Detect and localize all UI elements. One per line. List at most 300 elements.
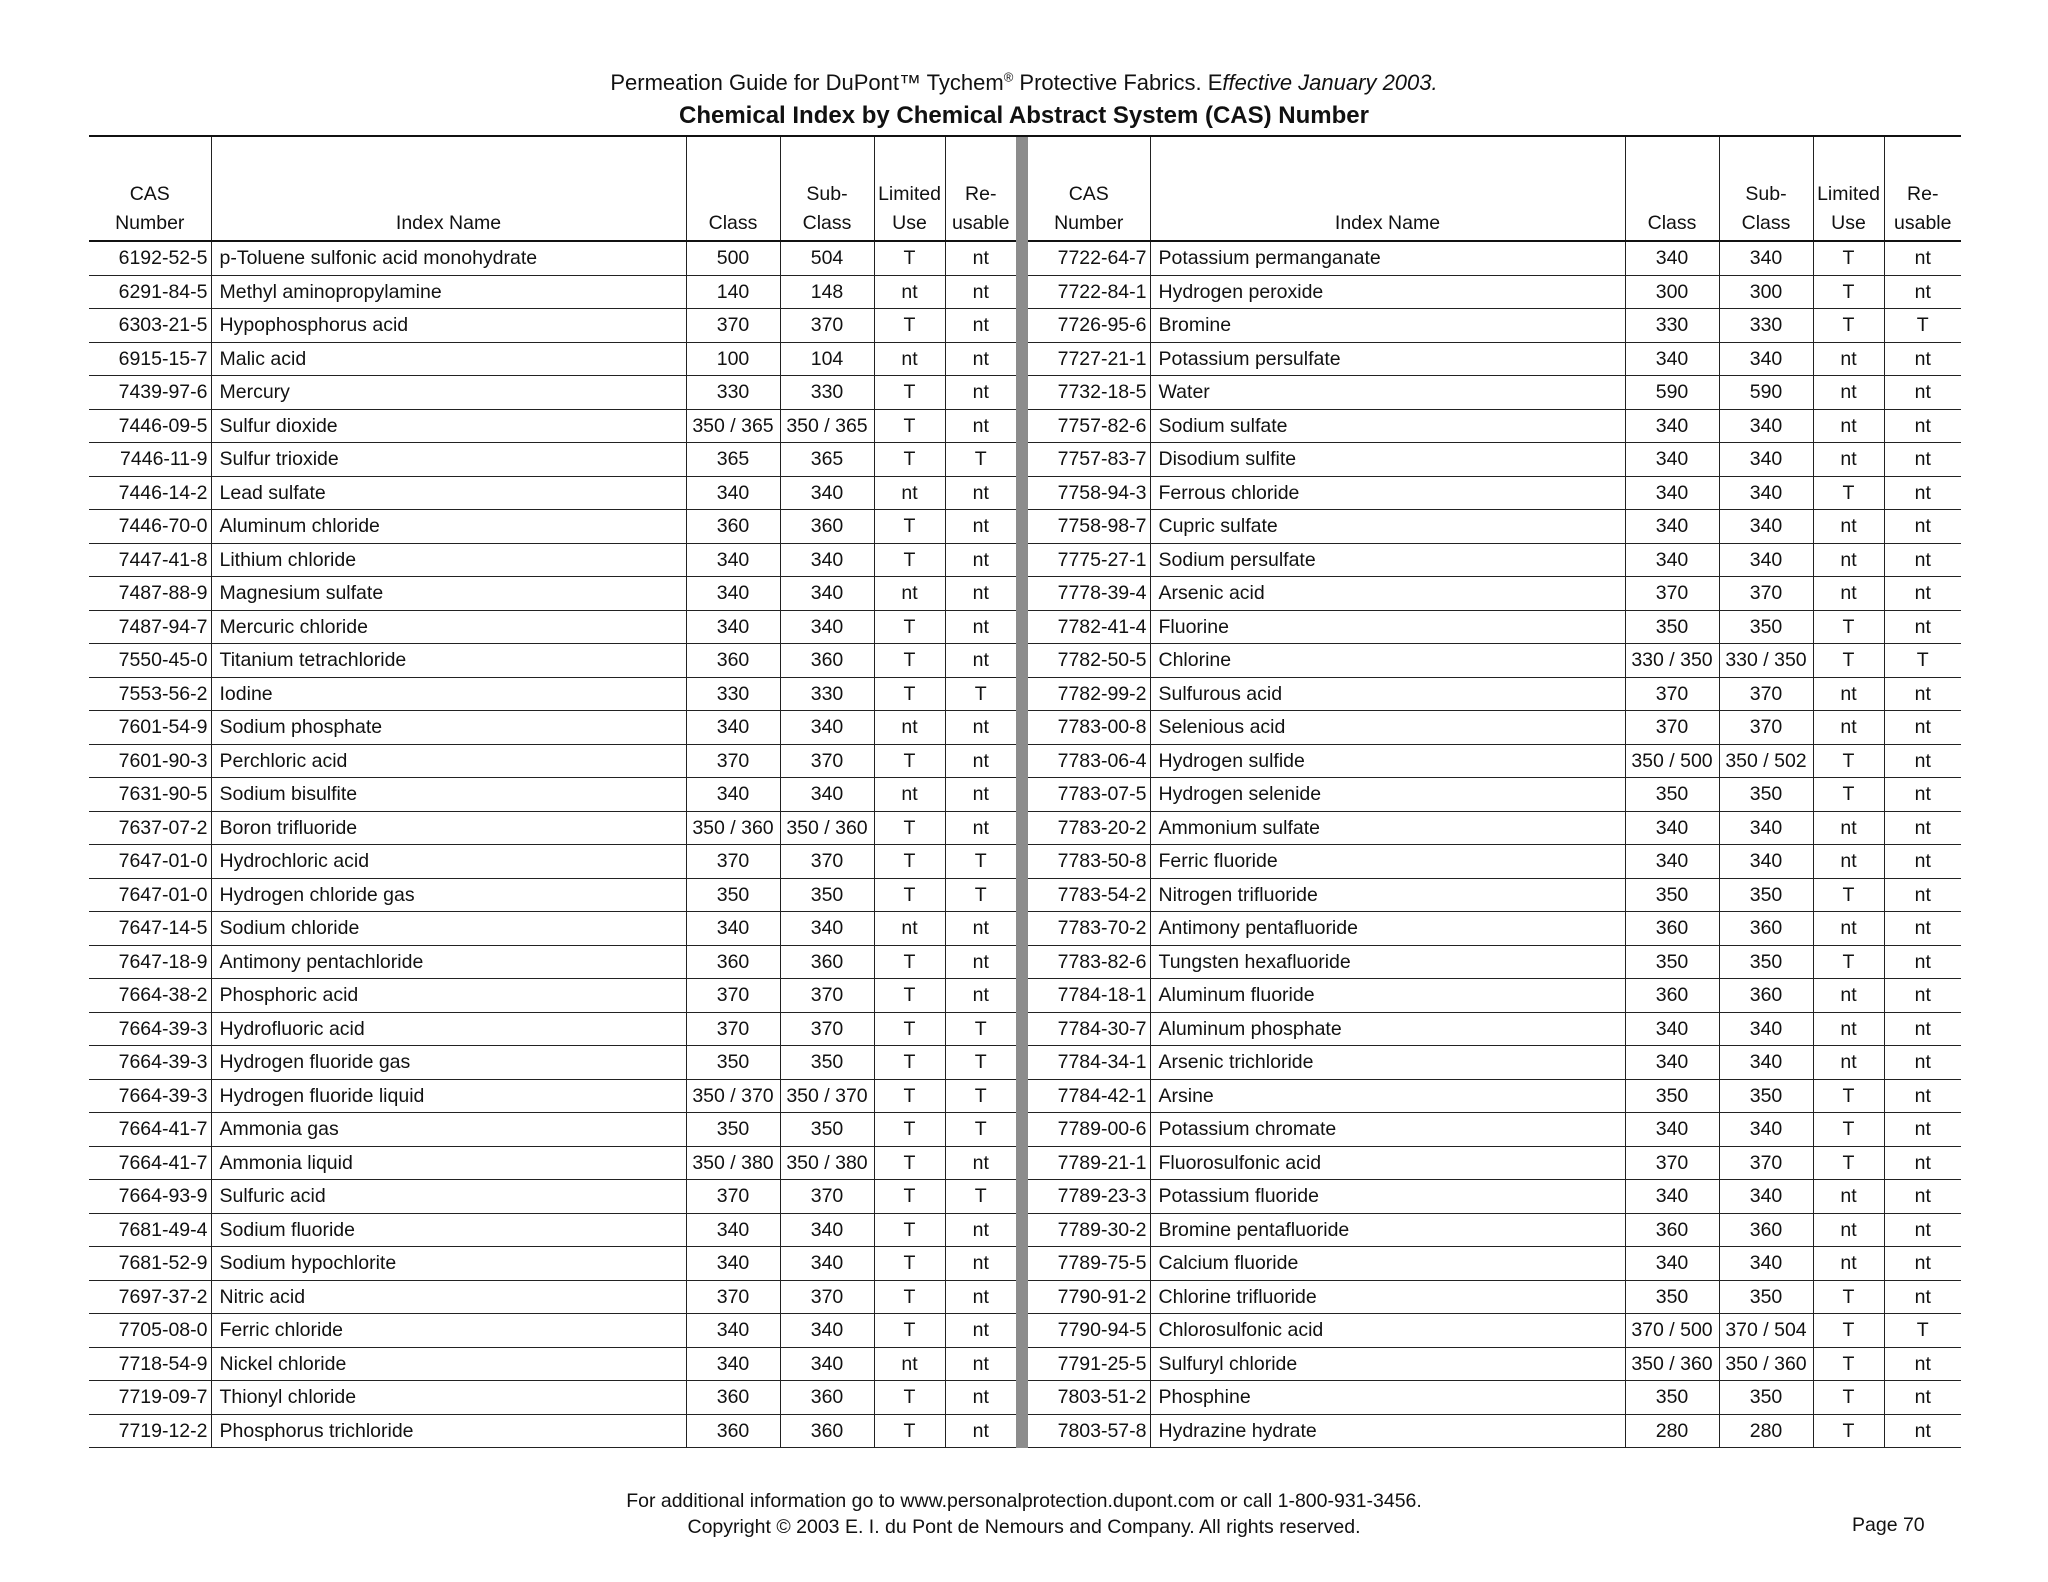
class-cell: 340 [686,610,780,644]
index-name-cell: Potassium permanganate [1150,241,1625,275]
cas-number-cell: 7790-94-5 [1028,1314,1150,1348]
class-cell: 100 [686,342,780,376]
sub-class-cell: 350 [780,878,874,912]
column-separator [1016,241,1028,275]
column-separator [1016,878,1028,912]
sub-class-cell: 340 [780,1314,874,1348]
table-row [89,778,1961,812]
class-cell: 340 [1625,510,1719,544]
reusable-cell: nt [945,309,1016,343]
table-row [89,677,1961,711]
column-separator [1016,1146,1028,1180]
class-cell: 350 / 500 [1625,744,1719,778]
cas-number-cell: 7601-54-9 [89,711,211,745]
sub-class-cell: 370 [1719,1146,1813,1180]
index-name-cell: Magnesium sulfate [211,577,686,611]
limited-use-cell: T [874,1146,945,1180]
index-name-cell: Potassium chromate [1150,1113,1625,1147]
class-cell: 350 [1625,1381,1719,1415]
table-row [89,744,1961,778]
index-name-cell: Aluminum phosphate [1150,1012,1625,1046]
sub-class-cell: 350 [1719,945,1813,979]
table-row [89,342,1961,376]
reusable-cell: nt [945,409,1016,443]
limited-use-cell: T [874,1280,945,1314]
table-row [89,1046,1961,1080]
cas-number-cell: 7664-41-7 [89,1113,211,1147]
cas-number-cell: 7783-00-8 [1028,711,1150,745]
col-cas-number-right: CAS Number [1028,137,1150,241]
footer-contact: For additional information go to www.personalprotection.dupont.com or call 1-800-931-3456. [626,1490,1422,1512]
class-cell: 350 / 360 [686,811,780,845]
reusable-cell: nt [1884,979,1961,1013]
reusable-cell: nt [1884,376,1961,410]
limited-use-cell: nt [874,912,945,946]
limited-use-cell: nt [1813,1012,1884,1046]
index-name-cell: Sodium fluoride [211,1213,686,1247]
limited-use-cell: T [874,1314,945,1348]
title-prefix: Permeation Guide for DuPont™ Tychem [610,70,1004,95]
sub-class-cell: 340 [1719,1113,1813,1147]
column-separator [1016,1012,1028,1046]
index-name-cell: Boron trifluoride [211,811,686,845]
reusable-cell: nt [1884,1012,1961,1046]
limited-use-cell: T [874,1180,945,1214]
limited-use-cell: T [1813,1347,1884,1381]
class-cell: 330 / 350 [1625,644,1719,678]
index-name-cell: Hydrogen selenide [1150,778,1625,812]
index-name-cell: Arsenic acid [1150,577,1625,611]
class-cell: 340 [1625,845,1719,879]
sub-class-cell: 370 / 504 [1719,1314,1813,1348]
chemical-index-table [89,137,1961,1448]
index-name-cell: Hydrogen chloride gas [211,878,686,912]
reusable-cell: T [945,443,1016,477]
index-name-cell: Sulfuric acid [211,1180,686,1214]
limited-use-cell: T [874,811,945,845]
index-name-cell: Antimony pentafluoride [1150,912,1625,946]
cas-number-cell: 7722-64-7 [1028,241,1150,275]
class-cell: 370 [1625,577,1719,611]
sub-class-cell: 360 [780,510,874,544]
sub-class-cell: 300 [1719,275,1813,309]
cas-number-cell: 7784-30-7 [1028,1012,1150,1046]
reusable-cell: nt [1884,1347,1961,1381]
reusable-cell: nt [1884,610,1961,644]
reusable-cell: T [945,1079,1016,1113]
index-name-cell: Ferrous chloride [1150,476,1625,510]
sub-class-cell: 365 [780,443,874,477]
limited-use-cell: nt [874,577,945,611]
limited-use-cell: T [874,543,945,577]
sub-class-cell: 350 / 360 [780,811,874,845]
cas-number-cell: 7664-39-3 [89,1046,211,1080]
sub-class-cell: 350 [780,1113,874,1147]
limited-use-cell: T [874,443,945,477]
index-name-cell: Hydrochloric acid [211,845,686,879]
sub-class-cell: 280 [1719,1414,1813,1448]
cas-number-cell: 7783-20-2 [1028,811,1150,845]
table-row [89,476,1961,510]
index-name-cell: Cupric sulfate [1150,510,1625,544]
reusable-cell: nt [945,1314,1016,1348]
index-name-cell: Bromine [1150,309,1625,343]
table-row [89,376,1961,410]
sub-class-cell: 370 [1719,711,1813,745]
limited-use-cell: T [1813,610,1884,644]
reusable-cell: nt [945,1414,1016,1448]
column-separator [1016,979,1028,1013]
column-separator [1016,409,1028,443]
reusable-cell: nt [1884,1046,1961,1080]
table-row [89,1113,1961,1147]
reusable-cell: T [945,1012,1016,1046]
class-cell: 370 / 500 [1625,1314,1719,1348]
column-separator [1016,443,1028,477]
col-reusable: Re- usable [945,137,1016,241]
reusable-cell: nt [945,275,1016,309]
cas-number-cell: 7757-82-6 [1028,409,1150,443]
cas-number-cell: 7447-41-8 [89,543,211,577]
reusable-cell: nt [945,510,1016,544]
reusable-cell: nt [1884,543,1961,577]
index-name-cell: Sulfur trioxide [211,443,686,477]
index-name-cell: Sodium phosphate [211,711,686,745]
page-number: Page 70 [1852,1514,1925,1536]
cas-number-cell: 7783-07-5 [1028,778,1150,812]
table-row [89,945,1961,979]
index-name-cell: Fluorosulfonic acid [1150,1146,1625,1180]
sub-class-cell: 340 [1719,476,1813,510]
class-cell: 500 [686,241,780,275]
table-row [89,979,1961,1013]
table-row [89,241,1961,275]
limited-use-cell: T [874,1113,945,1147]
reusable-cell: nt [1884,476,1961,510]
cas-number-cell: 7719-09-7 [89,1381,211,1415]
index-name-cell: Fluorine [1150,610,1625,644]
index-name-cell: p-Toluene sulfonic acid monohydrate [211,241,686,275]
sub-class-cell: 370 [780,1280,874,1314]
reusable-cell: nt [945,577,1016,611]
limited-use-cell: nt [1813,409,1884,443]
column-separator [1016,677,1028,711]
cas-number-cell: 7790-91-2 [1028,1280,1150,1314]
limited-use-cell: T [1813,275,1884,309]
reusable-cell: T [945,1046,1016,1080]
limited-use-cell: nt [874,711,945,745]
table-row [89,644,1961,678]
reusable-cell: nt [945,811,1016,845]
sub-class-cell: 330 [780,376,874,410]
sub-class-cell: 340 [780,1347,874,1381]
sub-class-cell: 340 [780,577,874,611]
column-separator [1016,845,1028,879]
cas-number-cell: 7803-57-8 [1028,1414,1150,1448]
col-limited-use: Limited Use [874,137,945,241]
class-cell: 350 [686,878,780,912]
limited-use-cell: T [874,677,945,711]
class-cell: 360 [686,1381,780,1415]
index-name-cell: Chlorine trifluoride [1150,1280,1625,1314]
cas-number-cell: 7782-99-2 [1028,677,1150,711]
limited-use-cell: nt [874,342,945,376]
sub-class-cell: 504 [780,241,874,275]
limited-use-cell: T [1813,778,1884,812]
limited-use-cell: T [1813,1314,1884,1348]
table-row [89,610,1961,644]
limited-use-cell: T [874,510,945,544]
class-cell: 370 [1625,677,1719,711]
limited-use-cell: T [874,644,945,678]
reusable-cell: nt [1884,711,1961,745]
cas-number-cell: 7789-23-3 [1028,1180,1150,1214]
reusable-cell: nt [1884,1180,1961,1214]
index-name-cell: Hydrogen peroxide [1150,275,1625,309]
col-limited-use-right: Limited Use [1813,137,1884,241]
class-cell: 360 [1625,912,1719,946]
cas-number-cell: 7757-83-7 [1028,443,1150,477]
limited-use-cell: T [1813,644,1884,678]
limited-use-cell: T [874,1414,945,1448]
class-cell: 350 [1625,1079,1719,1113]
footer-copyright: Copyright © 2003 E. I. du Pont de Nemours and Company. All rights reserved. [687,1516,1361,1538]
limited-use-cell: nt [1813,811,1884,845]
table-row [89,912,1961,946]
table-row [89,1414,1961,1448]
cas-number-cell: 6303-21-5 [89,309,211,343]
limited-use-cell: T [1813,309,1884,343]
class-cell: 340 [1625,1012,1719,1046]
limited-use-cell: nt [1813,1247,1884,1281]
limited-use-cell: nt [1813,543,1884,577]
cas-number-cell: 7664-39-3 [89,1079,211,1113]
class-cell: 350 [1625,1280,1719,1314]
cas-number-cell: 7647-01-0 [89,845,211,879]
class-cell: 340 [686,1314,780,1348]
class-cell: 370 [686,845,780,879]
reusable-cell: T [1884,309,1961,343]
limited-use-cell: T [874,1213,945,1247]
limited-use-cell: nt [1813,577,1884,611]
index-name-cell: Phosphoric acid [211,979,686,1013]
table-row [89,1314,1961,1348]
limited-use-cell: T [1813,945,1884,979]
index-name-cell: Hydrogen fluoride gas [211,1046,686,1080]
reusable-cell: nt [1884,845,1961,879]
index-name-cell: Sulfurous acid [1150,677,1625,711]
limited-use-cell: T [874,309,945,343]
column-separator [1016,711,1028,745]
index-name-cell: Lead sulfate [211,476,686,510]
table-row [89,1381,1961,1415]
limited-use-cell: T [1813,1113,1884,1147]
reusable-cell: T [945,1113,1016,1147]
limited-use-cell: nt [874,1347,945,1381]
column-separator [1016,1247,1028,1281]
sub-class-cell: 148 [780,275,874,309]
cas-number-cell: 7784-34-1 [1028,1046,1150,1080]
limited-use-cell: T [1813,744,1884,778]
limited-use-cell: T [874,1247,945,1281]
document-footer [0,1488,2048,1540]
index-name-cell: Thionyl chloride [211,1381,686,1415]
column-separator [1016,811,1028,845]
sub-class-cell: 340 [1719,845,1813,879]
sub-class-cell: 340 [780,610,874,644]
cas-number-cell: 7758-94-3 [1028,476,1150,510]
cas-number-cell: 7719-12-2 [89,1414,211,1448]
class-cell: 360 [686,644,780,678]
sub-class-cell: 340 [1719,510,1813,544]
limited-use-cell: T [874,241,945,275]
reusable-cell: nt [1884,1113,1961,1147]
table-row [89,1213,1961,1247]
index-name-cell: Ammonia gas [211,1113,686,1147]
index-name-cell: Phosphine [1150,1381,1625,1415]
limited-use-cell: nt [874,476,945,510]
sub-class-cell: 340 [780,1213,874,1247]
class-cell: 370 [686,979,780,1013]
class-cell: 340 [1625,1247,1719,1281]
cas-number-cell: 7778-39-4 [1028,577,1150,611]
sub-class-cell: 350 [1719,1381,1813,1415]
cas-number-cell: 7550-45-0 [89,644,211,678]
col-cas-number: CAS Number [89,137,211,241]
document-header [0,68,2048,132]
class-cell: 370 [686,309,780,343]
limited-use-cell: nt [1813,342,1884,376]
sub-class-cell: 350 [1719,1280,1813,1314]
cas-number-cell: 7727-21-1 [1028,342,1150,376]
column-separator [1016,644,1028,678]
index-name-cell: Nickel chloride [211,1347,686,1381]
class-cell: 340 [686,778,780,812]
sub-class-cell: 350 [1719,1079,1813,1113]
reusable-cell: nt [1884,342,1961,376]
sub-class-cell: 370 [780,1012,874,1046]
cas-number-cell: 7446-11-9 [89,443,211,477]
table-row [89,443,1961,477]
class-cell: 340 [686,577,780,611]
reusable-cell: nt [945,945,1016,979]
cas-number-cell: 7789-30-2 [1028,1213,1150,1247]
sub-class-cell: 350 / 370 [780,1079,874,1113]
sub-class-cell: 340 [1719,1247,1813,1281]
cas-number-cell: 7722-84-1 [1028,275,1150,309]
class-cell: 360 [686,945,780,979]
cas-number-cell: 7601-90-3 [89,744,211,778]
column-separator [1016,342,1028,376]
class-cell: 140 [686,275,780,309]
limited-use-cell: T [1813,878,1884,912]
cas-number-cell: 7791-25-5 [1028,1347,1150,1381]
col-sub-class: Sub- Class [780,137,874,241]
cas-number-cell: 7681-49-4 [89,1213,211,1247]
sub-class-cell: 370 [780,845,874,879]
table-row [89,1247,1961,1281]
reusable-cell: T [945,677,1016,711]
limited-use-cell: T [1813,1414,1884,1448]
cas-number-cell: 7782-41-4 [1028,610,1150,644]
title-effective-date: ffective January 2003. [1222,70,1438,95]
reusable-cell: nt [1884,275,1961,309]
cas-number-cell: 7783-70-2 [1028,912,1150,946]
limited-use-cell: T [874,1012,945,1046]
column-separator [1016,744,1028,778]
class-cell: 350 [1625,878,1719,912]
table-row [89,711,1961,745]
title-suffix: Protective Fabrics. E [1013,70,1223,95]
limited-use-cell: nt [1813,443,1884,477]
reusable-cell: nt [1884,409,1961,443]
cas-number-cell: 7631-90-5 [89,778,211,812]
index-name-cell: Ammonia liquid [211,1146,686,1180]
limited-use-cell: nt [1813,979,1884,1013]
index-name-cell: Perchloric acid [211,744,686,778]
reusable-cell: nt [1884,811,1961,845]
reusable-cell: nt [945,1347,1016,1381]
reusable-cell: nt [1884,1213,1961,1247]
reusable-cell: T [945,1180,1016,1214]
reusable-cell: nt [1884,945,1961,979]
cas-number-cell: 7664-41-7 [89,1146,211,1180]
reusable-cell: nt [945,1146,1016,1180]
class-cell: 340 [1625,241,1719,275]
cas-number-cell: 7783-54-2 [1028,878,1150,912]
sub-class-cell: 350 [1719,610,1813,644]
cas-number-cell: 7553-56-2 [89,677,211,711]
limited-use-cell: T [1813,1280,1884,1314]
sub-class-cell: 330 / 350 [1719,644,1813,678]
class-cell: 350 [1625,610,1719,644]
index-name-cell: Mercuric chloride [211,610,686,644]
cas-number-cell: 7664-93-9 [89,1180,211,1214]
cas-number-cell: 7775-27-1 [1028,543,1150,577]
sub-class-cell: 370 [780,744,874,778]
index-name-cell: Ferric chloride [211,1314,686,1348]
cas-number-cell: 7705-08-0 [89,1314,211,1348]
reusable-cell: T [945,845,1016,879]
class-cell: 330 [686,677,780,711]
sub-class-cell: 340 [780,1247,874,1281]
limited-use-cell: T [874,1046,945,1080]
limited-use-cell: T [1813,1079,1884,1113]
sub-class-cell: 350 / 502 [1719,744,1813,778]
class-cell: 340 [1625,1046,1719,1080]
index-name-cell: Water [1150,376,1625,410]
class-cell: 340 [1625,342,1719,376]
sub-class-cell: 370 [1719,577,1813,611]
table-body [89,241,1961,1448]
index-name-cell: Potassium persulfate [1150,342,1625,376]
reusable-cell: T [1884,644,1961,678]
col-class-right: Class [1625,137,1719,241]
index-name-cell: Lithium chloride [211,543,686,577]
limited-use-cell: nt [1813,677,1884,711]
cas-number-cell: 7647-14-5 [89,912,211,946]
reusable-cell: nt [1884,1146,1961,1180]
sub-class-cell: 340 [1719,543,1813,577]
index-name-cell: Nitric acid [211,1280,686,1314]
table-row [89,1280,1961,1314]
class-cell: 340 [686,1247,780,1281]
table-row [89,1347,1961,1381]
table-row [89,409,1961,443]
column-separator [1016,1046,1028,1080]
column-separator [1016,1347,1028,1381]
reusable-cell: nt [1884,778,1961,812]
